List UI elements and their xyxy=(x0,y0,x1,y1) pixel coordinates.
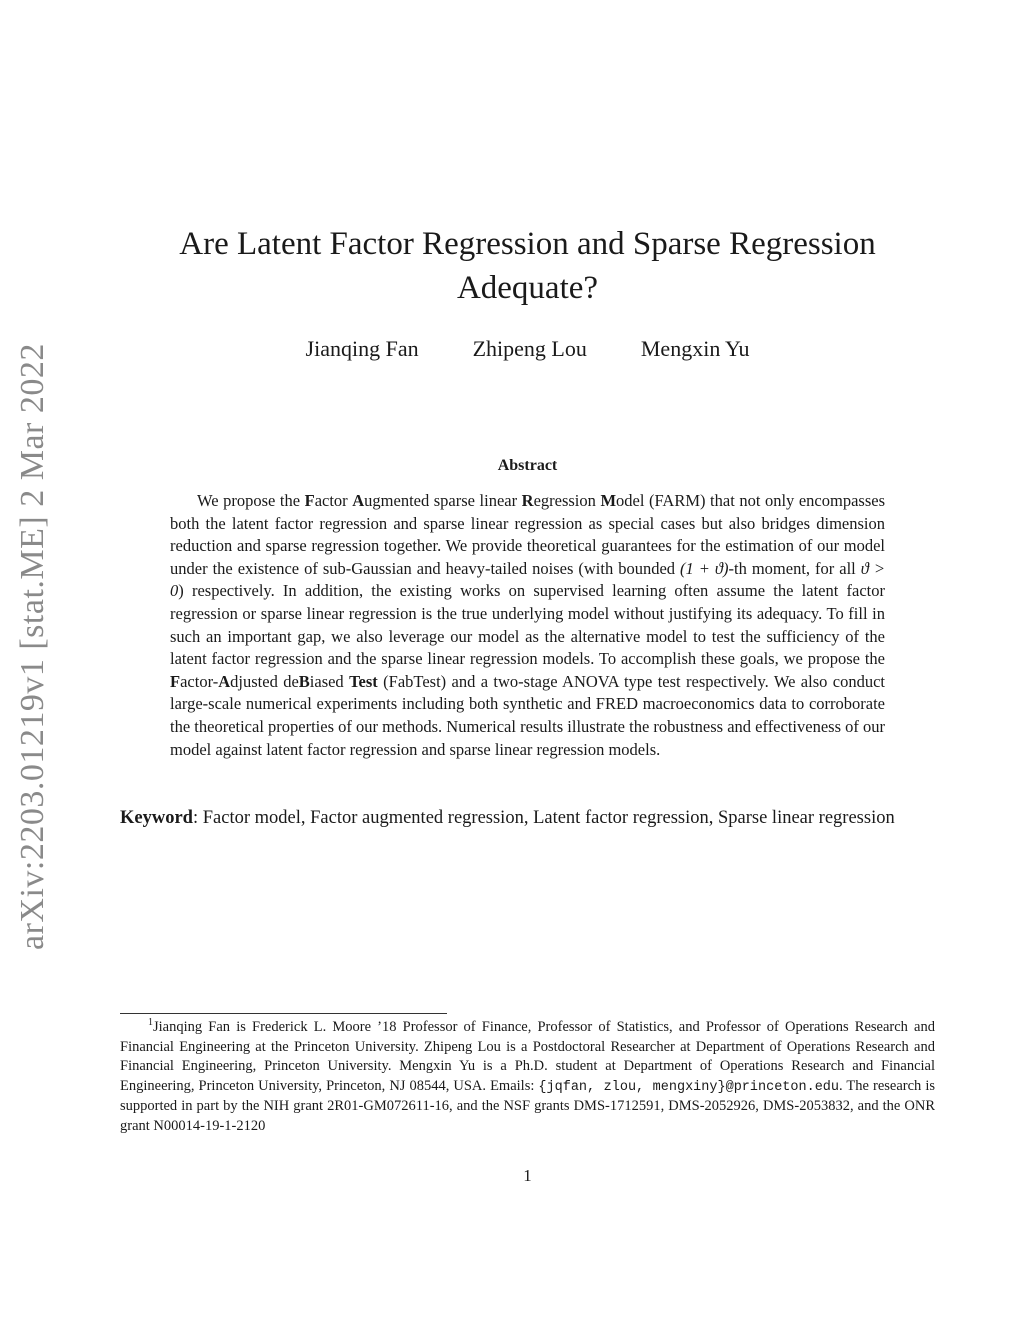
footnote-divider xyxy=(120,1013,447,1014)
math-expression: ϑ > 0 xyxy=(170,558,885,601)
page-number: 1 xyxy=(523,1166,532,1185)
abstract-body: We propose the Factor Augmented sparse linear Regression Model (FARM) that not only encompasses both the latent factor regression and sparse linear regression as special cases but also bridges dimension reduction and sparse regression together. We provide theoretical guarantees for the estimation of our model under the existence of sub-Gaussian and heavy-tailed noises (with bounded (1 + ϑ)-th moment, for all ϑ > 0) respectively. In addition, the existing works on supervised learning often assume the latent factor regression or sparse linear regression is the true underlying model without justifying its adequacy. To fill in such an important gap, we also leverage our model as the alternative model to test the sufficiency of the latent factor regression and the sparse linear regression models. To accomplish these goals, we propose the Factor-Adjusted deBiased Test (FabTest) and a two-stage ANOVA type test respectively. We also conduct large-scale numerical experiments including both synthetic and FRED macroeconomics data to corroborate the theoretical properties of our methods. Numerical results illustrate the robustness and effectiveness of our model against latent factor regression and sparse linear regression models. xyxy=(170,491,885,759)
keywords xyxy=(120,806,935,830)
author-name: Jianqing Fan xyxy=(305,336,419,361)
author-list xyxy=(120,336,935,362)
footnote-mark: 1 xyxy=(148,1017,153,1029)
author-name: Zhipeng Lou xyxy=(472,336,587,361)
math-expression: (1 + ϑ) xyxy=(680,558,729,578)
keyword-list: : Factor model, Factor augmented regression, Latent factor regression, Sparse linear regression xyxy=(192,808,895,828)
email-addresses: {jqfan, zlou, mengxiny}@princeton.edu xyxy=(538,1079,840,1095)
abstract-heading: Abstract xyxy=(497,457,558,474)
footnote: $^1$Jianqing Fan is Frederick L. Moore ’18 Professor of Finance, Professor of Statistics, and Professor of Operations Research and Financial Engineering at the Princeton University. Zhipeng Lou is a Postdoctoral Researcher at Department of Operations Research and Financial Engineering, Princeton University. Mengxin Yu is a Ph.D. student at Department of Operations Research and Financial Engineering, Princeton University, Princeton, NJ 08544, USA. Emails: {jqfan, zlou, mengxiny}@princeton.edu. The research is supported in part by the NIH grant 2R01-GM072611-16, and the NSF grants DMS-1712591, DMS-2052926, DMS-2053832, and the ONR grant N00014-19-1-2120 xyxy=(120,1017,936,1134)
keyword-label: Keyword xyxy=(120,808,193,828)
author-name: Mengxin Yu xyxy=(640,336,750,361)
paper-title: Are Latent Factor Regression and Sparse Regression Adequate? xyxy=(179,226,876,306)
arxiv-identifier: arXiv:2203.01219v1 [stat.ME] 2 Mar 2022 xyxy=(14,343,51,950)
